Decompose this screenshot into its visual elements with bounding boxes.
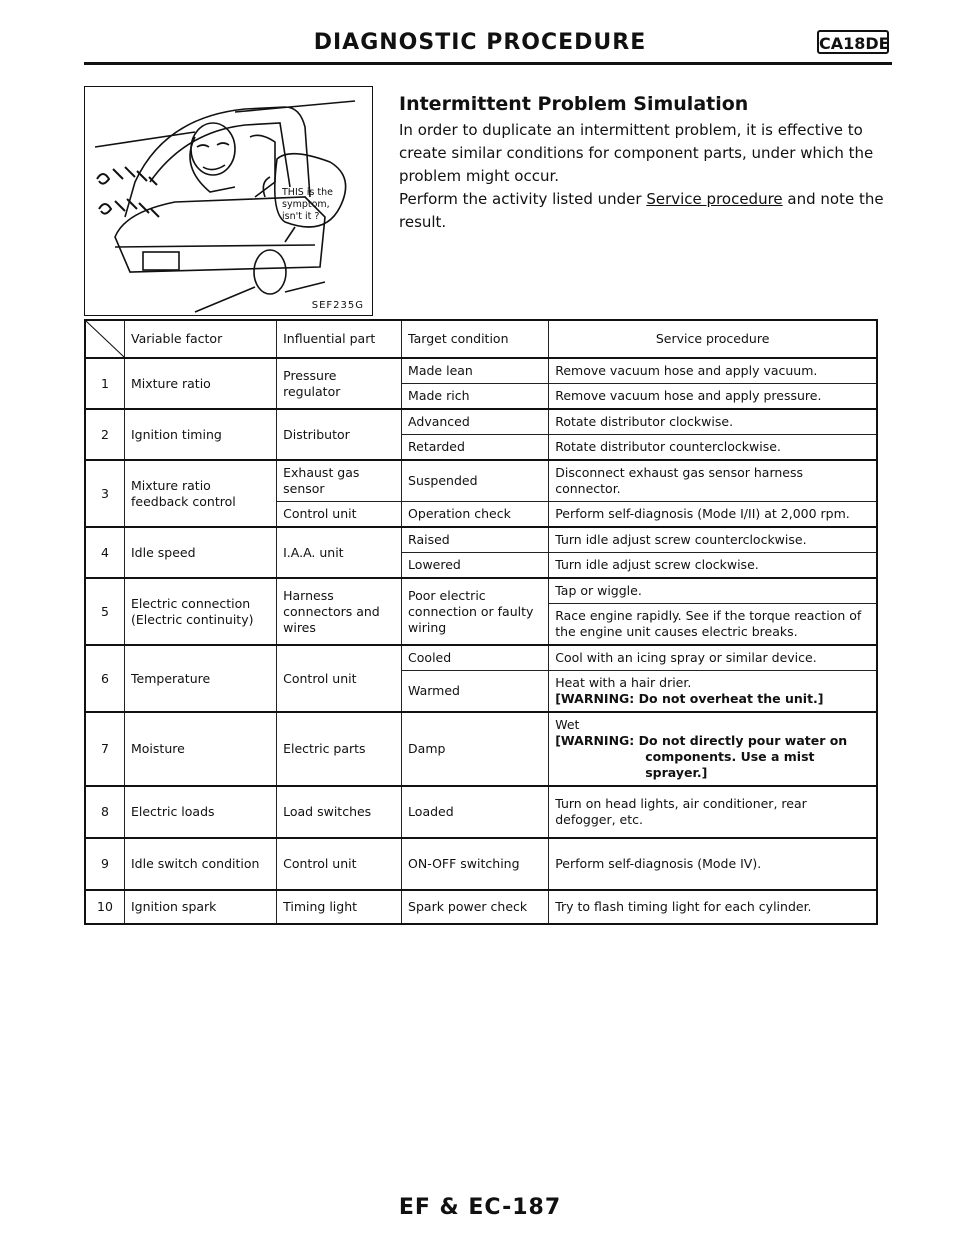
table-row: 8 Electric loads Load switches Loaded Turn on head lights, air conditioner, rear defogger, etc. <box>85 786 877 838</box>
warning-text: [WARNING: Do not overheat the unit.] <box>555 691 824 706</box>
header-rule <box>84 62 892 65</box>
warning-text: components. Use a mist sprayer.] <box>645 749 815 780</box>
intro-paragraph-1: In order to duplicate an intermittent problem, it is effective to create similar conditions for component parts, under which the problem might occur. <box>399 121 874 185</box>
simulation-table <box>84 319 878 925</box>
table-header-row <box>85 320 877 358</box>
header-service-procedure: Service procedure <box>549 320 877 358</box>
table-row: 3 Mixture ratio feedback control Exhaust gas sensor Suspended Disconnect exhaust gas sensor harness connector. <box>85 460 877 502</box>
table-row: 9 Idle switch condition Control unit ON-OFF switching Perform self-diagnosis (Mode IV). <box>85 838 877 890</box>
table-row: 2 Ignition timing Distributor Advanced Rotate distributor clockwise. <box>85 409 877 435</box>
illustration-frame <box>84 86 373 316</box>
table-row: Retarded Rotate distributor counterclockwise. <box>85 435 877 461</box>
figure-code: SEF235G <box>311 300 364 311</box>
engine-code-badge: CA18DE <box>817 30 889 54</box>
table-row: 10 Ignition spark Timing light Spark power check Try to flash timing light for each cylinder. <box>85 890 877 924</box>
corner-cell <box>85 320 125 358</box>
header-target-condition: Target condition <box>402 320 549 358</box>
section-title: Intermittent Problem Simulation <box>399 93 749 115</box>
table-row: Lowered Turn idle adjust screw clockwise. <box>85 553 877 579</box>
table-row: 4 Idle speed I.A.A. unit Raised Turn idle adjust screw counterclockwise. <box>85 527 877 553</box>
page-title: DIAGNOSTIC PROCEDURE <box>313 30 647 55</box>
header-influential-part: Influential part <box>277 320 402 358</box>
intro-text <box>399 119 886 234</box>
speech-bubble-text: THIS is the symptom, isn't it ? <box>282 187 333 222</box>
table-row: Control unit Operation check Perform self-diagnosis (Mode I/II) at 2,000 rpm. <box>85 502 877 528</box>
table-row: Warmed Heat with a hair drier. [WARNING: Do not overheat the unit.] <box>85 671 877 713</box>
intro-paragraph-2: Perform the activity listed under Service procedure and note the result. <box>399 190 884 231</box>
table-row: 7 Moisture Electric parts Damp Wet [WARNING: Do not directly pour water on components. Use a mist sprayer.] <box>85 712 877 786</box>
header-variable-factor: Variable factor <box>125 320 277 358</box>
service-procedure-reference: Service procedure <box>646 190 783 208</box>
table-row: 6 Temperature Control unit Cooled Cool with an icing spray or similar device. <box>85 645 877 671</box>
table-row: 5 Electric connection (Electric continuity) Harness connectors and wires Poor electric connection or faulty wiring Tap or wiggle. <box>85 578 877 604</box>
warning-text: [WARNING: Do not directly pour water on <box>555 733 848 748</box>
page-number: EF & EC-187 <box>398 1195 562 1220</box>
table-row: Made rich Remove vacuum hose and apply pressure. <box>85 384 877 410</box>
table-row: 1 Mixture ratio Pressure regulator Made lean Remove vacuum hose and apply vacuum. <box>85 358 877 384</box>
table-row: Race engine rapidly. See if the torque reaction of the engine unit causes electric breaks. <box>85 604 877 646</box>
